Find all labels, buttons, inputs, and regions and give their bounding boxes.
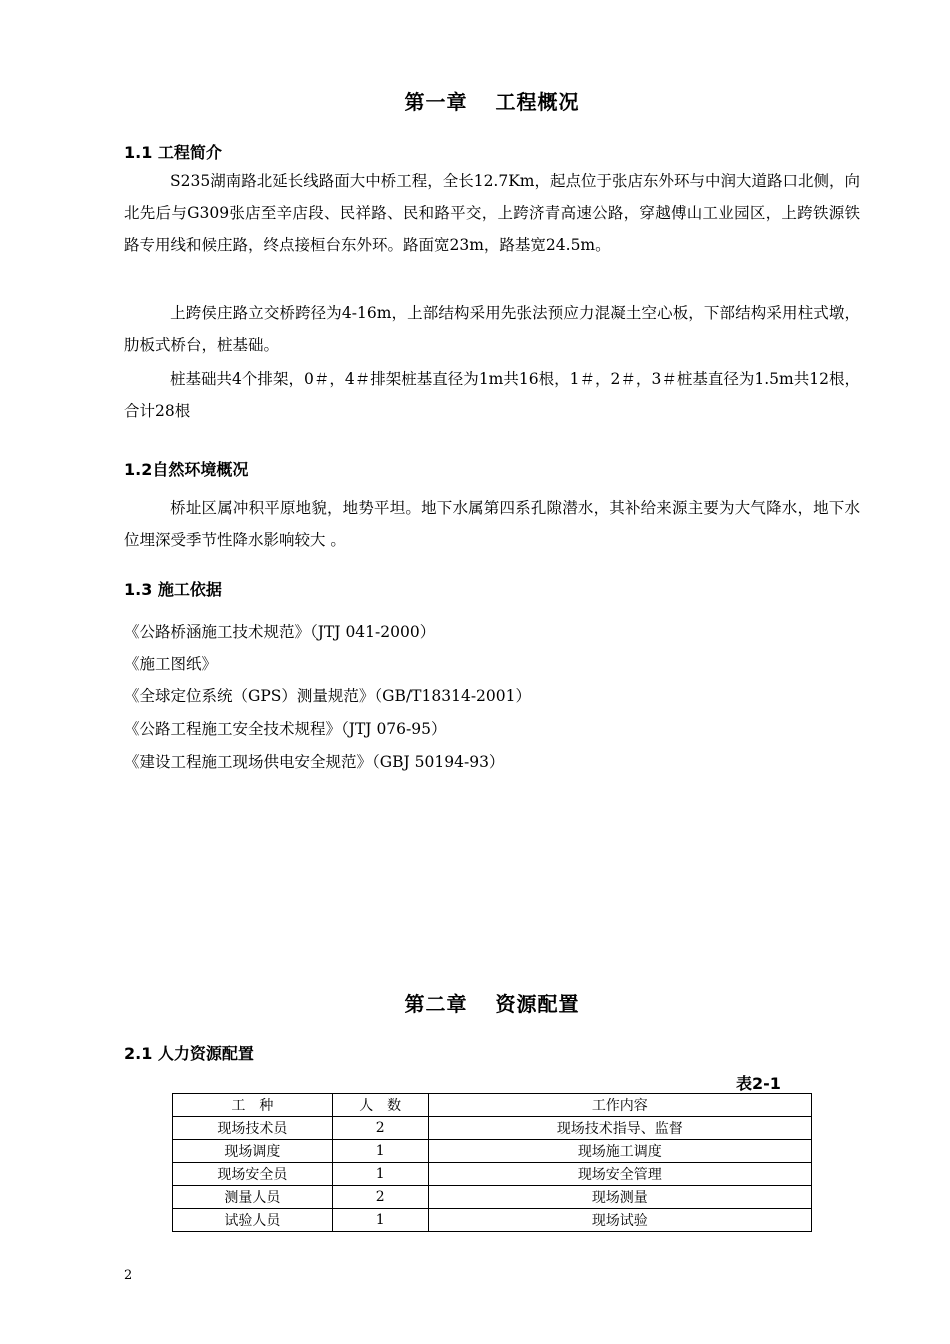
table-row (173, 1163, 812, 1186)
table-cell: 现场试验 (428, 1209, 811, 1232)
section-2-1-heading: 2.1 人力资源配置 (124, 1044, 254, 1063)
table-cell: 现场技术指导、监督 (428, 1117, 811, 1140)
chapter-1-label: 第一章 (404, 90, 468, 114)
table-header-cell: 工 种 (173, 1094, 333, 1117)
section-1-1-paragraph-3 (124, 363, 860, 427)
table-cell: 现场技术员 (173, 1117, 333, 1140)
section-1-2-paragraph-1 (124, 492, 860, 556)
chapter-1-title (0, 86, 950, 115)
table-cell: 现场施工调度 (428, 1140, 811, 1163)
table-cell: 1 (332, 1140, 428, 1163)
paragraph-text: 上跨侯庄路立交桥跨径为4-16m，上部结构采用先张法预应力混凝土空心板，下部结构采用柱式墩，肋板式桥台，桩基础。 (124, 304, 860, 354)
reference-item: 《建设工程施工现场供电安全规范》（GBJ 50194-93） (124, 753, 505, 771)
chapter-2-title (0, 988, 950, 1017)
reference-item: 《施工图纸》 (124, 655, 218, 673)
page-number: 2 (124, 1268, 133, 1283)
table-cell: 2 (332, 1186, 428, 1209)
table-cell: 现场测量 (428, 1186, 811, 1209)
chapter-2-name: 资源配置 (495, 992, 580, 1016)
reference-item: 《公路桥涵施工技术规范》（JTJ 041-2000） (124, 623, 436, 641)
table-header-row (173, 1094, 812, 1117)
table-row (173, 1117, 812, 1140)
table-row (173, 1186, 812, 1209)
table-cell: 1 (332, 1163, 428, 1186)
chapter-1-name: 工程概况 (495, 90, 580, 114)
section-1-1-paragraph-2 (124, 297, 860, 361)
table-cell: 测量人员 (173, 1186, 333, 1209)
section-1-1-heading: 1.1 工程简介 (124, 143, 222, 162)
table-cell: 现场调度 (173, 1140, 333, 1163)
table-cell: 试验人员 (173, 1209, 333, 1232)
table-row (173, 1140, 812, 1163)
reference-item: 《公路工程施工安全技术规程》（JTJ 076-95） (124, 720, 447, 738)
paragraph-text: S235湖南路北延长线路面大中桥工程，全长12.7Km，起点位于张店东外环与中润大道路口北侧，向北先后与G309张店至辛店段、民祥路、民和路平交，上跨济青高速公路，穿越傅山工业园区，上跨铁源铁路专用线和候庄路，终点接桓台东外环。路面宽23m，路基宽24.5m。 (124, 172, 860, 254)
reference-item: 《全球定位系统（GPS）测量规范》（GB/T18314-2001） (124, 687, 532, 705)
table-cell: 现场安全员 (173, 1163, 333, 1186)
table-row (173, 1209, 812, 1232)
section-1-3-heading: 1.3 施工依据 (124, 580, 222, 599)
table-caption: 表2-1 (736, 1074, 781, 1093)
table-cell: 2 (332, 1117, 428, 1140)
table-header-cell: 工作内容 (428, 1094, 811, 1117)
section-1-2-heading: 1.2自然环境概况 (124, 460, 249, 479)
table-cell: 1 (332, 1209, 428, 1232)
paragraph-text: 桩基础共4个排架，0＃，4＃排架桩基直径为1m共16根，1＃，2＃，3＃桩基直径为1.5m共12根，合计28根 (124, 370, 860, 420)
paragraph-text: 桥址区属冲积平原地貌，地势平坦。地下水属第四系孔隙潜水，其补给来源主要为大气降水，地下水位埋深受季节性降水影响较大 。 (124, 499, 860, 549)
table-cell: 现场安全管理 (428, 1163, 811, 1186)
personnel-table (172, 1093, 812, 1232)
chapter-2-label: 第二章 (404, 992, 468, 1016)
section-1-1-paragraph-1 (124, 165, 860, 261)
table-header-cell: 人 数 (332, 1094, 428, 1117)
